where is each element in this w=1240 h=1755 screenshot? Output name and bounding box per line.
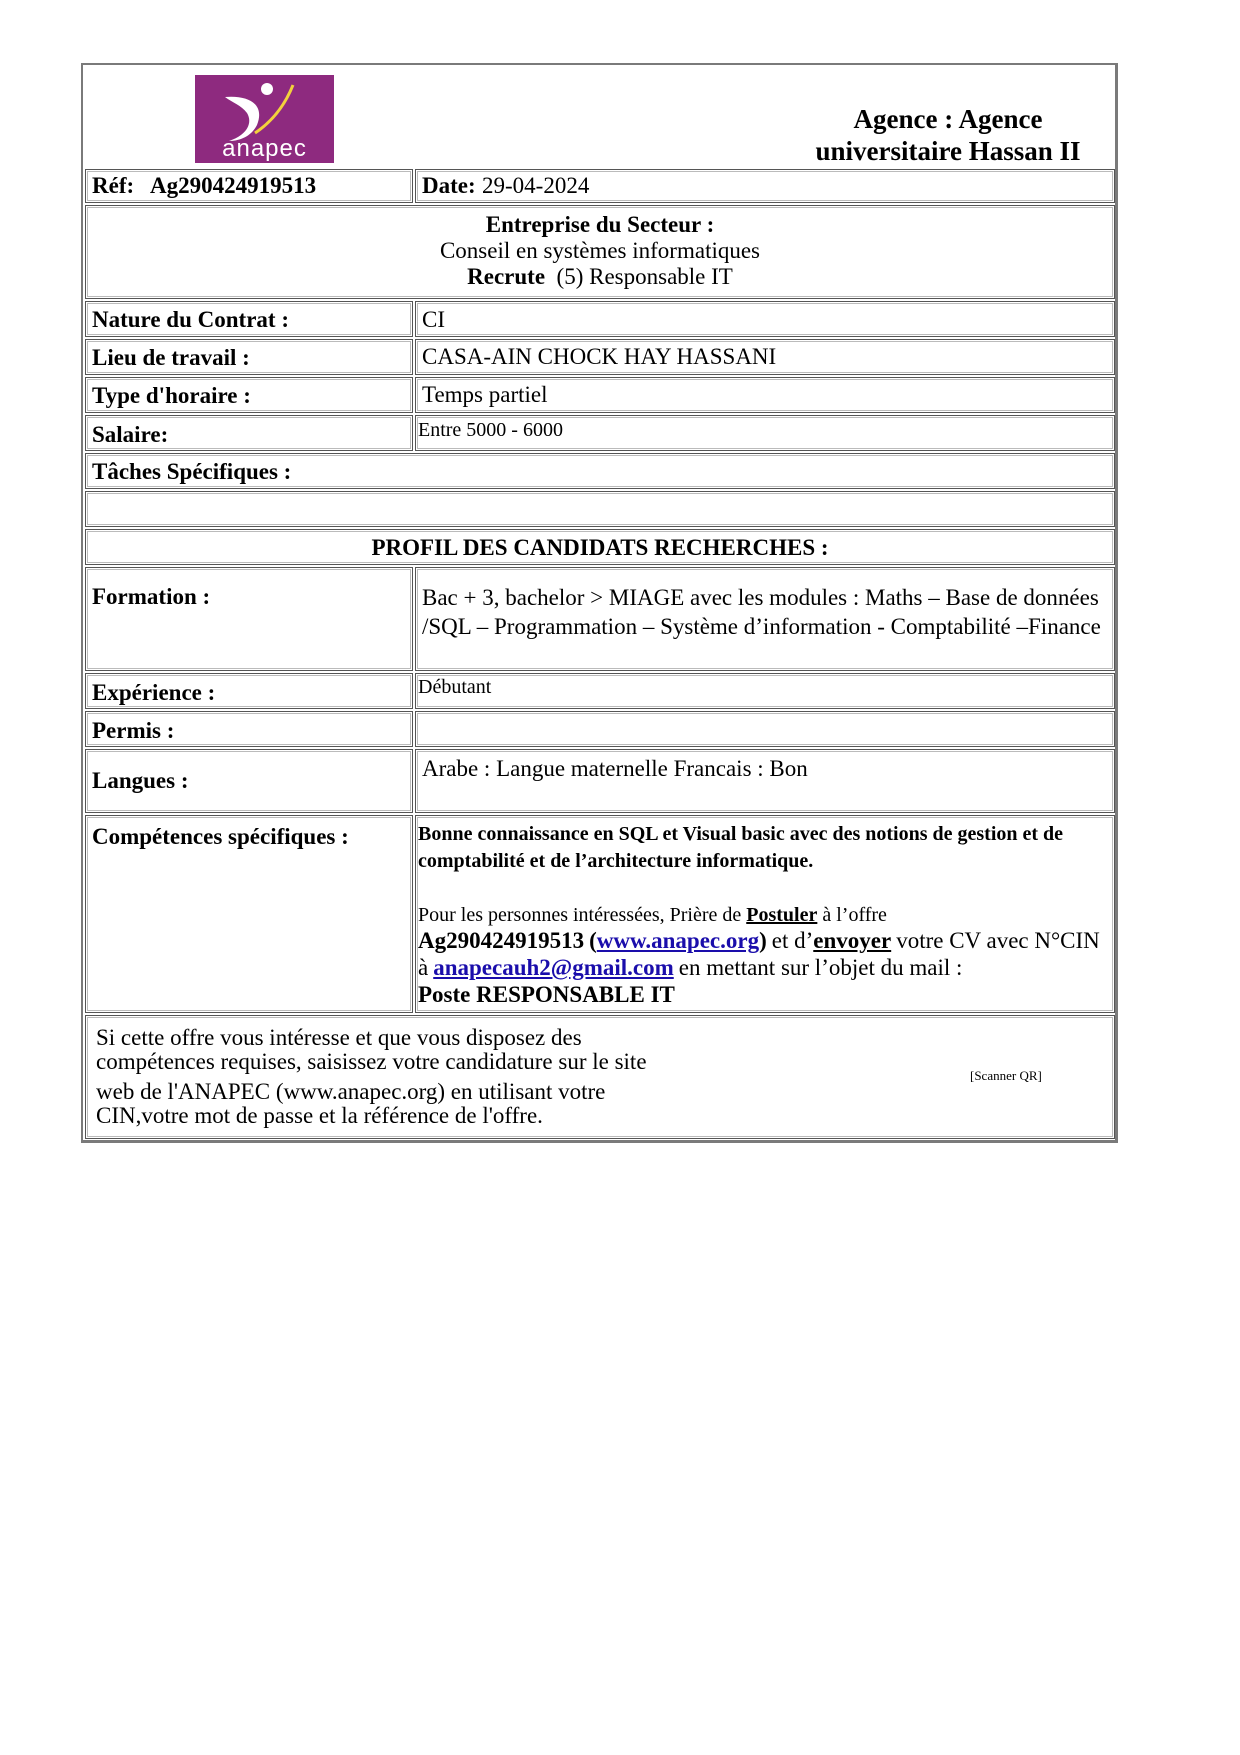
formation-label-cell (85, 567, 413, 671)
recruit-label: Recrute (467, 264, 546, 289)
tasks-label: Tâches Spécifiques : (92, 459, 292, 484)
salary-value: Entre 5000 - 6000 (418, 419, 563, 441)
langues-label: Langues : (92, 768, 189, 793)
experience-value: Débutant (418, 676, 492, 698)
competences-value: Bonne connaissance en SQL et Visual basic avec des notions de gestion et de comptabilité et de l’architecture informatique. (418, 823, 1064, 872)
ref-value: Ag290424919513 (150, 173, 317, 198)
header (83, 65, 1115, 169)
anapec-logo (195, 75, 334, 163)
envoyer-link[interactable]: envoyer (813, 928, 892, 953)
company-cell (85, 205, 1115, 299)
date-value: 29-04-2024 (482, 173, 590, 198)
competences-label: Compétences spécifiques : (92, 824, 349, 849)
contract-value-cell (415, 301, 1115, 337)
experience-label: Expérience : (92, 680, 216, 705)
formation-label: Formation : (92, 584, 211, 609)
competences-label-cell (85, 815, 413, 1013)
experience-value-cell (415, 673, 1115, 709)
footer-text: Si cette offre vous intéresse et que vous disposez des compétences requises, saisissez votre candidature sur le site web de l'ANAPEC (www.anapec.org) en utilisant votre CIN,votre mot de passe et la référence de l'offre. (96, 1025, 647, 1128)
formation-value-cell (415, 567, 1115, 671)
salary-label: Salaire: (92, 422, 169, 447)
postuler-link[interactable]: Postuler (746, 904, 818, 926)
qr-placeholder[interactable]: [Scanner QR] (970, 1068, 1042, 1083)
email-link[interactable]: anapecauh2@gmail.com (433, 955, 674, 980)
schedule-label-cell (85, 377, 413, 413)
permis-value-cell (415, 711, 1115, 747)
tasks-value-cell (85, 491, 1115, 527)
tasks-label-cell (85, 453, 1115, 489)
mail-subject: Poste RESPONSABLE IT (418, 982, 675, 1007)
schedule-label: Type d'horaire : (92, 383, 251, 408)
apply-ref: Ag290424919513 (418, 928, 585, 953)
experience-label-cell (85, 673, 413, 709)
profile-heading: PROFIL DES CANDIDATS RECHERCHES : (371, 535, 829, 560)
anapec-site-link[interactable]: www.anapec.org (596, 928, 760, 953)
location-label-cell (85, 339, 413, 375)
logo-text: anapec (222, 135, 307, 162)
sector-label: Entreprise du Secteur : (485, 212, 715, 237)
permis-label: Permis : (92, 718, 175, 743)
location-value-cell (415, 339, 1115, 375)
contract-label-cell (85, 301, 413, 337)
competences-value-cell (415, 815, 1115, 1013)
schedule-value: Temps partiel (422, 382, 548, 407)
formation-value: Bac + 3, bachelor > MIAGE avec les modules : Maths – Base de données /SQL – Programmation – Système d’information - Comptabilité –Finance (422, 585, 1101, 639)
salary-label-cell (85, 415, 413, 451)
date-label: Date: (422, 173, 476, 198)
job-offer-sheet (81, 63, 1118, 1143)
schedule-value-cell (415, 377, 1115, 413)
recruit-line (86, 264, 1114, 290)
langues-value-cell (415, 749, 1115, 813)
salary-value-cell (415, 415, 1115, 451)
permis-label-cell (85, 711, 413, 747)
ref-label: Réf: (92, 173, 135, 198)
agency-name: Agence : Agence universitaire Hassan II (815, 104, 1081, 166)
contract-value: CI (422, 307, 445, 332)
langues-value: Arabe : Langue maternelle Francais : Bon (422, 756, 808, 781)
contract-label: Nature du Contrat : (92, 307, 289, 332)
location-value: CASA-AIN CHOCK HAY HASSANI (422, 344, 777, 369)
profile-heading-cell (85, 529, 1115, 565)
date-cell (415, 169, 1115, 203)
apply-instructions: Pour les personnes intéressées, Prière de Postuler à l’offre Ag290424919513 (www.anapec.org) et d’envoyer votre CV avec N°CIN à anapecauh2@gmail.com en mettant sur l’objet du mail : Poste RESPONSABLE IT (418, 904, 1100, 1007)
recruit-value: (5) Responsable IT (556, 264, 733, 289)
footer-cell (85, 1015, 1115, 1139)
location-label: Lieu de travail : (92, 345, 250, 370)
langues-label-cell (85, 749, 413, 813)
ref-cell (85, 169, 413, 203)
sector-value: Conseil en systèmes informatiques (439, 238, 761, 263)
